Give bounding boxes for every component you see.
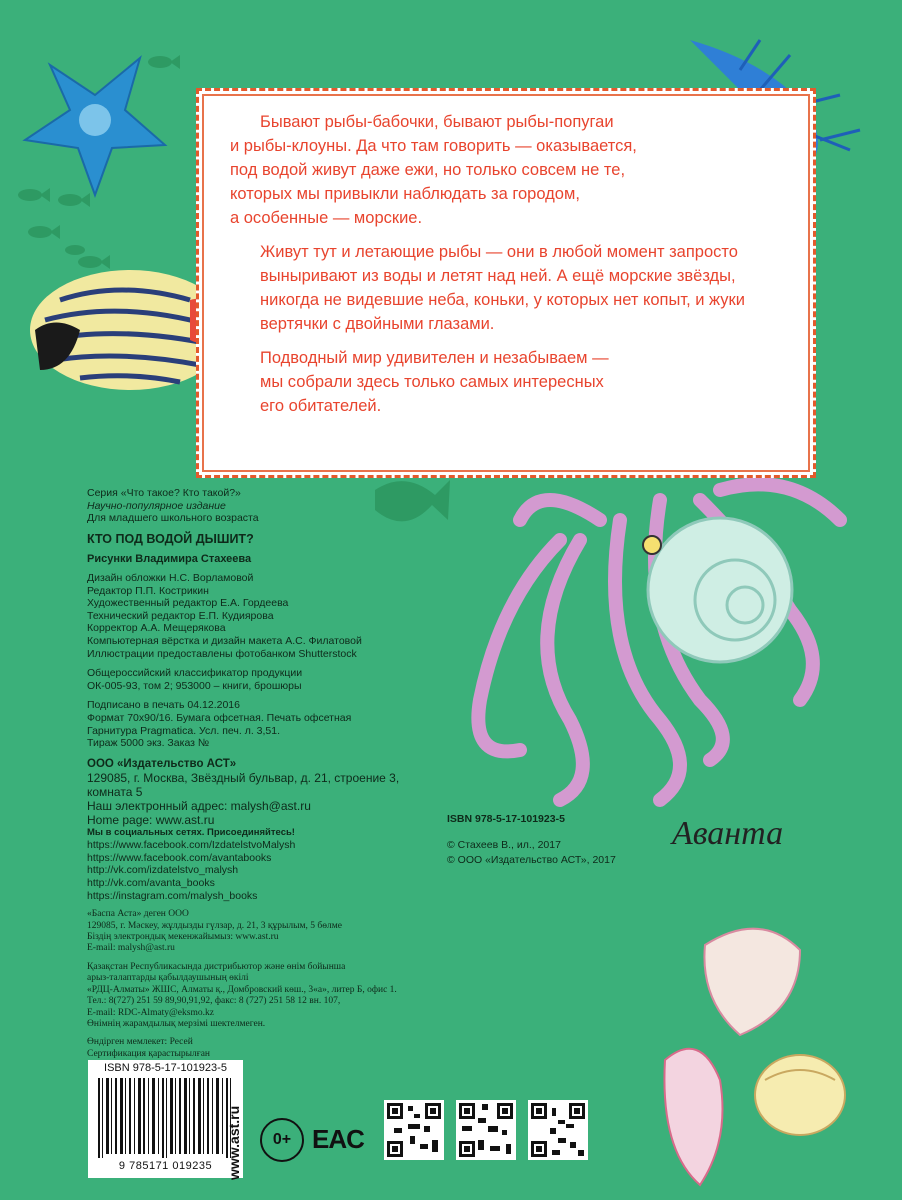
kz-line: Қазақстан Республикасында дистрибьютор және өнім бойынша	[87, 961, 346, 972]
qr-code[interactable]	[528, 1100, 588, 1160]
edition-line: Научно-популярное издание	[87, 499, 226, 512]
email-line: Наш электронный адрес: malysh@ast.ru	[87, 798, 311, 813]
kz-line: Тел.: 8(727) 251 59 89,90,91,92, факс: 8 (727) 251 58 12 вн. 107,	[87, 996, 341, 1007]
copyright-line: © Стахеев В., ил., 2017	[447, 839, 561, 851]
kz-line: E-mail: malysh@ast.ru	[87, 943, 175, 954]
social-link: https://www.facebook.com/IzdatelstvoMalysh	[87, 839, 296, 852]
story-paragraph-3	[230, 346, 810, 418]
story-paragraph-2	[230, 240, 810, 336]
credit-line: Корректор А.А. Мещерякова	[87, 622, 226, 635]
address-line: 129085, г. Москва, Звёздный бульвар, д. 21, строение 3,	[87, 770, 400, 785]
story-line: под водой живут даже ежи, но только совсем не те,	[230, 161, 626, 179]
classifier-line: Общероссийский классификатор продукции	[87, 667, 303, 680]
credit-line: Дизайн обложки Н.С. Ворламовой	[87, 571, 254, 584]
credit-line: Редактор П.П. Кострикин	[87, 584, 209, 597]
barcode-bars	[98, 1078, 233, 1158]
story-paragraph-1	[230, 110, 810, 230]
isbn-label: ISBN 978-5-17-101923-5	[447, 813, 565, 825]
homepage-line: Home page: www.ast.ru	[87, 812, 215, 827]
copyright-line: © ООО «Издательство АСТ», 2017	[447, 854, 616, 866]
qr-code[interactable]	[456, 1100, 516, 1160]
story-line: мы собрали здесь только самых интересных	[260, 373, 604, 391]
kz-line: Сертификация қарастырылған	[87, 1048, 210, 1059]
kz-line: E-mail: RDC-Almaty@eksmo.kz	[87, 1007, 214, 1018]
social-link: http://vk.com/izdatelstvo_malysh	[87, 864, 239, 877]
imprint-block	[87, 487, 427, 1060]
kz-line: Өндірген мемлекет: Ресей	[87, 1037, 193, 1048]
story-line: которых мы привыкли наблюдать за городом,	[230, 185, 580, 203]
avanta-logo: Аванта	[672, 815, 784, 852]
story-line: никогда не видевшие неба, коньки, у которых нет копыт, и жуки	[260, 291, 745, 309]
credit-line: Иллюстрации предоставлены фотобанком Shutterstock	[87, 647, 357, 660]
kz-line: Өнімнің жарамдылық мерзімі шектелмеген.	[87, 1018, 266, 1029]
print-line: Тираж 5000 экз. Заказ №	[87, 737, 210, 750]
social-link: https://www.facebook.com/avantabooks	[87, 851, 272, 864]
age-line: Для младшего школьного возраста	[87, 512, 259, 525]
story-line: его обитателей.	[260, 397, 382, 415]
story-line: Бывают рыбы-бабочки, бывают рыбы-попугаи	[260, 113, 614, 131]
story-line: Подводный мир удивителен и незабываем —	[260, 349, 609, 367]
book-title: КТО ПОД ВОДОЙ ДЫШИТ?	[87, 531, 254, 546]
barcode	[88, 1060, 243, 1178]
social-title: Мы в социальных сетях. Присоединяйтесь!	[87, 826, 295, 838]
story-line: выныривают из воды и летят над ней. А ещё морские звёзды,	[260, 267, 736, 285]
story-line: и рыбы-клоуны. Да что там говорить — оказывается,	[230, 137, 637, 155]
octopus-illustration	[478, 484, 840, 800]
kz-line: 129085, г. Мәскеу, жұлдызды гүлзар, д. 21, 3 құрылым, 5 бөлме	[87, 920, 342, 931]
copyright-block	[447, 838, 616, 868]
credit-line: Технический редактор Е.П. Кудиярова	[87, 609, 274, 622]
story-line: Живут тут и летающие рыбы — они в любой момент запросто	[260, 243, 738, 261]
story-text	[230, 110, 810, 418]
publisher-name: ООО «Издательство АСТ»	[87, 757, 237, 770]
story-line: а особенные — морские.	[230, 209, 423, 227]
kz-line: «Баспа Аста» деген ООО	[87, 909, 189, 920]
series-line: Серия «Что такое? Кто такой?»	[87, 487, 241, 499]
story-line: вертячки с двойными глазами.	[260, 315, 495, 333]
eac-mark: EAC	[312, 1124, 364, 1154]
print-line: Подписано в печать 04.12.2016	[87, 699, 240, 712]
credit-line: Компьютерная вёрстка и дизайн макета А.С. Филатовой	[87, 634, 362, 647]
qr-code[interactable]	[384, 1100, 444, 1160]
social-link: https://instagram.com/malysh_books	[87, 889, 258, 902]
social-link: http://vk.com/avanta_books	[87, 877, 215, 890]
age-rating-badge: 0+	[260, 1118, 304, 1162]
artist-line: Рисунки Владимира Стахеева	[87, 553, 252, 566]
barcode-number: 9 785171 019235	[118, 1160, 213, 1172]
print-line: Гарнитура Pragmatica. Усл. печ. л. 3,51.	[87, 724, 281, 737]
credit-line: Художественный редактор Е.А. Гордеева	[87, 597, 289, 610]
address-line: комната 5	[87, 784, 143, 799]
starfish-illustration	[25, 58, 165, 195]
kz-line: «РДЦ-Алматы» ЖШС, Алматы қ., Домбровский көш., 3«а», литер Б, офис 1.	[87, 984, 397, 995]
kz-line: Біздің электрондық мекенжайымыз: www.ast.ru	[87, 932, 279, 943]
website-vertical: www.ast.ru	[226, 1105, 242, 1180]
kz-line: арыз-талаптарды қабылдаушының өкілі	[87, 973, 249, 984]
classifier-line: ОК-005-93, том 2; 953000 – книги, брошюры	[87, 679, 302, 692]
barcode-isbn: ISBN 978-5-17-101923-5	[104, 1062, 227, 1074]
seashells-illustration	[664, 929, 845, 1185]
print-line: Формат 70х90/16. Бумага офсетная. Печать офсетная	[87, 711, 352, 724]
